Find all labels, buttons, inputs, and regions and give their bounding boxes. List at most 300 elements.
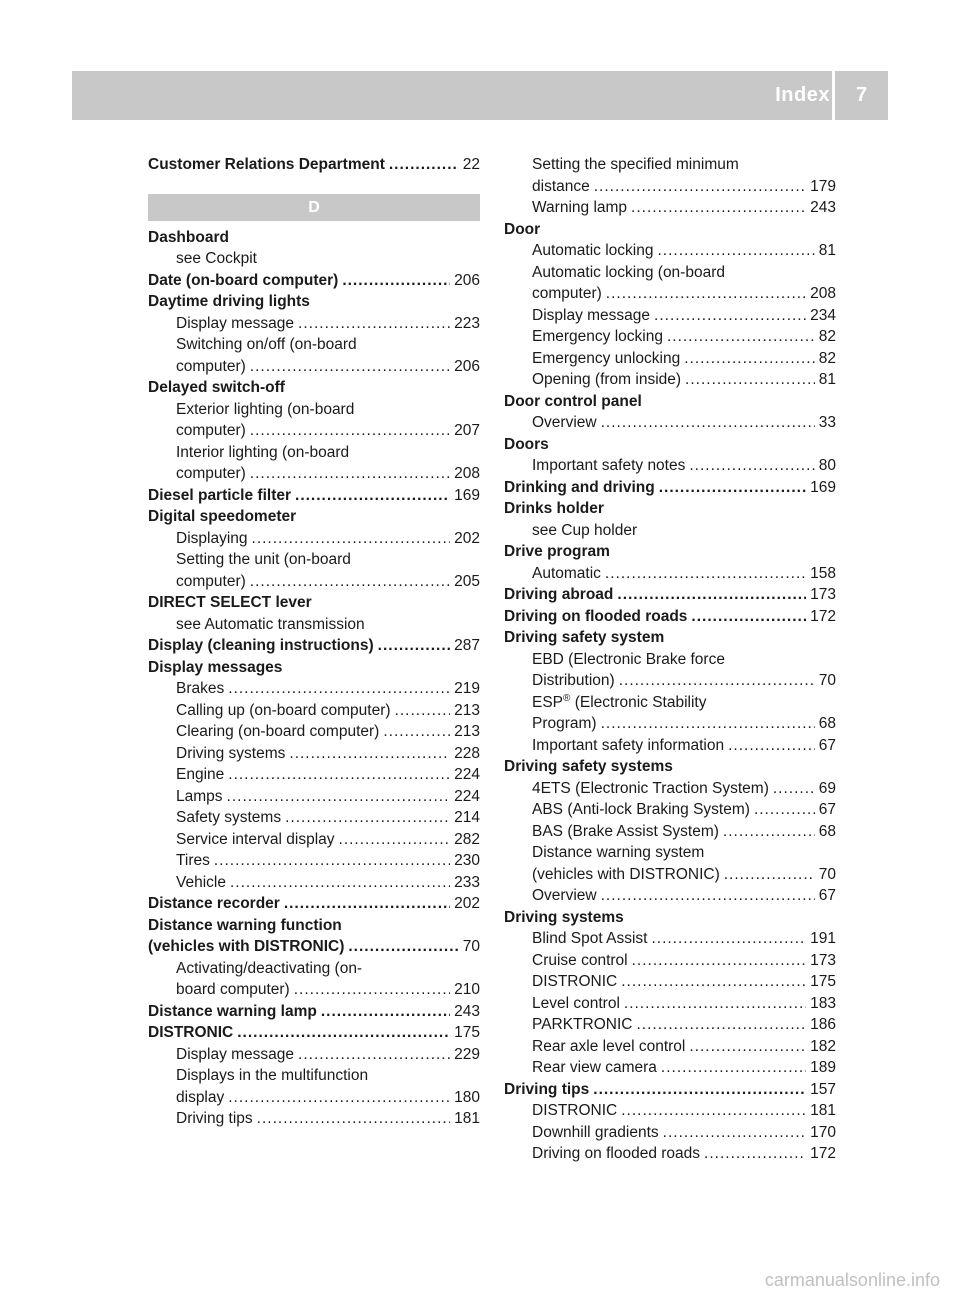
page-ref: 80 bbox=[818, 457, 836, 474]
entry-label: DISTRONIC bbox=[532, 1102, 618, 1119]
index-subentry bbox=[504, 1036, 836, 1058]
index-entry bbox=[504, 498, 836, 520]
entry-label: Distance warning system bbox=[532, 844, 705, 861]
entry-label: Doors bbox=[504, 435, 549, 453]
entry-label: Driving safety system bbox=[504, 629, 665, 646]
index-entry bbox=[148, 270, 480, 292]
index-entry bbox=[148, 635, 480, 657]
index-subentry bbox=[504, 1122, 836, 1144]
page-title: Index bbox=[775, 84, 830, 106]
entry-label: Dashboard bbox=[148, 228, 229, 246]
entry-label: computer) bbox=[532, 285, 602, 302]
watermark: carmanualsonline.info bbox=[764, 1270, 940, 1290]
page-ref: 229 bbox=[454, 1045, 480, 1063]
entry-label: Warning lamp bbox=[532, 199, 628, 216]
page-ref: 224 bbox=[454, 787, 480, 805]
entry-label: Driving on flooded roads bbox=[504, 607, 688, 625]
entry-label: computer) bbox=[176, 572, 246, 590]
entry-label: Driving on flooded roads bbox=[532, 1145, 701, 1162]
leader-dots bbox=[295, 485, 450, 507]
index-entry bbox=[504, 907, 836, 929]
index-subentry bbox=[504, 1057, 836, 1079]
entry-label: Distance warning lamp bbox=[148, 1002, 317, 1020]
entry-label: Driving tips bbox=[504, 1080, 590, 1098]
entry-label: Brakes bbox=[176, 680, 225, 697]
leader-dots bbox=[632, 950, 807, 972]
index-subentry bbox=[148, 764, 480, 786]
entry-label: Emergency locking bbox=[532, 328, 663, 345]
entry-label: Distribution) bbox=[532, 672, 615, 689]
leader-dots bbox=[348, 936, 458, 958]
index-subentry bbox=[504, 455, 836, 477]
index-column-left bbox=[148, 154, 480, 1130]
leader-dots bbox=[294, 979, 450, 1001]
index-subentry bbox=[504, 842, 836, 864]
index-subentry bbox=[504, 348, 836, 370]
leader-dots bbox=[606, 283, 806, 305]
leader-dots bbox=[298, 313, 450, 335]
leader-dots bbox=[601, 412, 815, 434]
entry-label: Overview bbox=[532, 414, 597, 431]
entry-label: see Cockpit bbox=[176, 250, 257, 267]
leader-dots bbox=[689, 1036, 806, 1058]
entry-label: Date (on-board computer) bbox=[148, 271, 339, 289]
entry-label: Vehicle bbox=[176, 873, 226, 891]
leader-dots bbox=[339, 829, 451, 851]
page-ref: 207 bbox=[454, 422, 480, 439]
index-subentry bbox=[148, 248, 480, 270]
page-ref: 169 bbox=[810, 478, 836, 496]
leader-dots bbox=[754, 799, 815, 821]
index-entry bbox=[148, 291, 480, 313]
index-subentry bbox=[148, 1108, 480, 1130]
entry-label: Drinks holder bbox=[504, 500, 604, 517]
index-entry bbox=[504, 219, 836, 241]
entry-label: DISTRONIC bbox=[532, 973, 618, 990]
index-entry bbox=[148, 377, 480, 399]
index-entry bbox=[148, 893, 480, 915]
entry-label: computer) bbox=[176, 422, 246, 439]
page-ref: 67 bbox=[818, 887, 836, 904]
leader-dots bbox=[389, 154, 459, 176]
index-subentry bbox=[504, 971, 836, 993]
entry-label: Delayed switch-off bbox=[148, 379, 285, 396]
leader-dots bbox=[594, 176, 806, 198]
page-ref: 70 bbox=[818, 865, 836, 883]
index-subentry bbox=[148, 1087, 480, 1109]
page-ref: 181 bbox=[454, 1110, 480, 1127]
entry-label: Automatic bbox=[532, 564, 601, 582]
leader-dots bbox=[624, 993, 806, 1015]
entry-label: Emergency unlocking bbox=[532, 349, 681, 367]
index-entry bbox=[504, 391, 836, 413]
entry-label: Driving systems bbox=[176, 744, 286, 762]
entry-label: DISTRONIC bbox=[148, 1024, 234, 1041]
leader-dots bbox=[657, 240, 814, 262]
page-ref: 219 bbox=[454, 680, 480, 697]
index-subentry bbox=[504, 993, 836, 1015]
page-ref: 172 bbox=[810, 607, 836, 625]
entry-label: Display (cleaning instructions) bbox=[148, 637, 374, 654]
index-entry bbox=[504, 477, 836, 499]
entry-label: Distance warning function bbox=[148, 916, 342, 934]
index-subentry bbox=[148, 979, 480, 1001]
index-subentry bbox=[504, 520, 836, 542]
entry-label: Display message bbox=[176, 314, 295, 332]
entry-label: Overview bbox=[532, 887, 597, 904]
entry-label: Blind Spot Assist bbox=[532, 930, 648, 947]
page-ref: 202 bbox=[454, 529, 480, 547]
entry-label: Clearing (on-board computer) bbox=[176, 723, 380, 740]
entry-label: Digital speedometer bbox=[148, 508, 297, 525]
page-ref: 206 bbox=[454, 357, 480, 375]
entry-label: PARKTRONIC bbox=[532, 1016, 633, 1033]
entry-label: 4ETS (Electronic Traction System) bbox=[532, 779, 769, 797]
entry-label: Exterior lighting (on-board bbox=[176, 400, 355, 418]
leader-dots bbox=[684, 348, 815, 370]
index-subentry bbox=[148, 850, 480, 872]
entry-label: Displays in the multifunction bbox=[176, 1067, 369, 1084]
entry-label: Important safety information bbox=[532, 736, 725, 754]
leader-dots bbox=[237, 1022, 450, 1044]
entry-label: Calling up (on-board computer) bbox=[176, 701, 391, 719]
entry-label: Setting the specified minimum bbox=[532, 156, 739, 173]
index-entry bbox=[504, 606, 836, 628]
index-subentry bbox=[504, 649, 836, 671]
leader-dots bbox=[661, 1057, 806, 1079]
entry-label: Level control bbox=[532, 994, 620, 1012]
page-ref: 205 bbox=[454, 572, 480, 590]
leader-dots bbox=[636, 1014, 806, 1036]
leader-dots bbox=[728, 735, 815, 757]
index-subentry bbox=[148, 807, 480, 829]
index-entry bbox=[148, 506, 480, 528]
index-subentry bbox=[504, 412, 836, 434]
page-ref: 234 bbox=[810, 306, 836, 324]
entry-label: board computer) bbox=[176, 981, 290, 998]
page-ref: 243 bbox=[810, 199, 836, 216]
page-ref: 223 bbox=[454, 314, 480, 332]
entry-label: Displaying bbox=[176, 529, 248, 547]
index-subentry bbox=[148, 721, 480, 743]
index-entry bbox=[148, 1022, 480, 1044]
index-subentry bbox=[148, 700, 480, 722]
entry-label: Diesel particle filter bbox=[148, 486, 292, 504]
index-subentry bbox=[148, 571, 480, 593]
leader-dots bbox=[298, 1044, 450, 1066]
entry-label: (vehicles with DISTRONIC) bbox=[532, 865, 720, 883]
page-ref: 157 bbox=[810, 1080, 836, 1098]
leader-dots bbox=[378, 635, 450, 657]
index-entry bbox=[504, 584, 836, 606]
leader-dots bbox=[228, 764, 450, 786]
entry-label: Service interval display bbox=[176, 830, 335, 848]
leader-dots bbox=[250, 571, 450, 593]
index-subentry bbox=[504, 176, 836, 198]
entry-label: ESP® (Electronic Stability bbox=[532, 692, 707, 711]
entry-label: Display message bbox=[532, 306, 651, 324]
leader-dots bbox=[395, 700, 451, 722]
entry-label: Display messages bbox=[148, 658, 283, 676]
page-ref: 81 bbox=[818, 371, 836, 388]
leader-dots bbox=[284, 893, 450, 915]
index-subentry bbox=[148, 313, 480, 335]
entry-label: Automatic locking (on-board bbox=[532, 263, 725, 281]
page-ref: 69 bbox=[818, 779, 836, 797]
leader-dots bbox=[257, 1108, 450, 1130]
page-ref: 186 bbox=[810, 1016, 836, 1033]
index-entry bbox=[148, 154, 480, 176]
entry-label: Driving safety systems bbox=[504, 758, 673, 775]
index-subentry bbox=[148, 442, 480, 464]
index-subentry bbox=[148, 549, 480, 571]
leader-dots bbox=[228, 1087, 450, 1109]
entry-label: Setting the unit (on-board bbox=[176, 551, 351, 568]
entry-label: DIRECT SELECT lever bbox=[148, 594, 312, 611]
leader-dots bbox=[601, 713, 815, 735]
page-ref: 68 bbox=[818, 822, 836, 840]
leader-dots bbox=[214, 850, 450, 872]
entry-label: Rear view camera bbox=[532, 1059, 657, 1076]
page-ref: 233 bbox=[454, 873, 480, 891]
entry-label: Daytime driving lights bbox=[148, 293, 310, 310]
page-ref: 179 bbox=[810, 177, 836, 195]
entry-label: Cruise control bbox=[532, 951, 628, 969]
entry-label: Door bbox=[504, 220, 541, 238]
index-subentry bbox=[504, 1014, 836, 1036]
index-subentry bbox=[504, 821, 836, 843]
entry-label: Safety systems bbox=[176, 809, 282, 826]
entry-label: Tires bbox=[176, 852, 210, 869]
page-ref: 182 bbox=[810, 1037, 836, 1055]
leader-dots bbox=[230, 872, 450, 894]
index-entry bbox=[148, 936, 480, 958]
leader-dots bbox=[250, 356, 450, 378]
index-subentry bbox=[504, 154, 836, 176]
page-ref: 173 bbox=[810, 586, 836, 603]
entry-label: Automatic locking bbox=[532, 242, 654, 259]
entry-label: computer) bbox=[176, 465, 246, 482]
leader-dots bbox=[691, 606, 806, 628]
entry-label: computer) bbox=[176, 357, 246, 375]
page-ref: 213 bbox=[454, 701, 480, 719]
page-ref: 224 bbox=[454, 766, 480, 783]
page-ref: 202 bbox=[454, 895, 480, 912]
page-ref: 214 bbox=[454, 809, 480, 826]
index-subentry bbox=[504, 799, 836, 821]
page-ref: 189 bbox=[810, 1059, 836, 1076]
page-ref: 70 bbox=[462, 938, 480, 955]
leader-dots bbox=[250, 463, 450, 485]
entry-label: Distance recorder bbox=[148, 895, 280, 912]
index-subentry bbox=[504, 369, 836, 391]
page-ref: 208 bbox=[454, 465, 480, 482]
index-entry bbox=[148, 227, 480, 249]
index-entry bbox=[504, 434, 836, 456]
index-entry bbox=[504, 627, 836, 649]
page-ref: 208 bbox=[810, 285, 836, 302]
page-ref: 181 bbox=[810, 1102, 836, 1119]
index-subentry bbox=[504, 1143, 836, 1165]
entry-label: see Automatic transmission bbox=[176, 615, 365, 633]
index-entry bbox=[148, 657, 480, 679]
index-subentry bbox=[504, 563, 836, 585]
entry-label: ABS (Anti-lock Braking System) bbox=[532, 801, 750, 818]
page-ref: 170 bbox=[810, 1123, 836, 1141]
page-ref: 33 bbox=[818, 414, 836, 431]
entry-label: distance bbox=[532, 177, 590, 195]
index-subentry bbox=[148, 420, 480, 442]
leader-dots bbox=[617, 584, 806, 606]
index-entry bbox=[504, 756, 836, 778]
entry-label: Program) bbox=[532, 715, 597, 732]
leader-dots bbox=[593, 1079, 806, 1101]
index-entry bbox=[504, 541, 836, 563]
page-ref: 206 bbox=[454, 271, 480, 289]
index-subentry bbox=[504, 692, 836, 714]
entry-label: Switching on/off (on-board bbox=[176, 336, 357, 353]
page-ref: 287 bbox=[454, 637, 480, 654]
index-subentry bbox=[504, 240, 836, 262]
page-ref: 210 bbox=[454, 981, 480, 998]
index-subentry bbox=[504, 1100, 836, 1122]
index-subentry bbox=[148, 678, 480, 700]
entry-label: Opening (from inside) bbox=[532, 371, 682, 388]
leader-dots bbox=[773, 778, 815, 800]
entry-label: Drinking and driving bbox=[504, 478, 655, 496]
leader-dots bbox=[621, 971, 806, 993]
leader-dots bbox=[605, 563, 806, 585]
leader-dots bbox=[601, 885, 815, 907]
page-number: 7 bbox=[855, 84, 868, 106]
section-letter-header: D bbox=[148, 194, 480, 221]
index-entry bbox=[148, 592, 480, 614]
entry-label: Driving tips bbox=[176, 1110, 253, 1127]
leader-dots bbox=[321, 1001, 450, 1023]
index-subentry bbox=[148, 743, 480, 765]
entry-label: Engine bbox=[176, 766, 225, 783]
page-ref: 68 bbox=[818, 715, 836, 732]
page-ref: 169 bbox=[454, 486, 480, 504]
page-ref: 230 bbox=[454, 852, 480, 869]
leader-dots bbox=[250, 420, 450, 442]
page-ref: 180 bbox=[454, 1088, 480, 1106]
page-ref: 67 bbox=[818, 801, 836, 818]
page-ref: 82 bbox=[818, 349, 836, 367]
leader-dots bbox=[659, 477, 806, 499]
index-subentry bbox=[504, 950, 836, 972]
leader-dots bbox=[651, 928, 806, 950]
index-subentry bbox=[148, 356, 480, 378]
entry-label: see Cup holder bbox=[532, 521, 638, 539]
index-subentry bbox=[504, 262, 836, 284]
page-ref: 175 bbox=[454, 1024, 480, 1041]
index-subentry bbox=[504, 713, 836, 735]
index-subentry bbox=[504, 928, 836, 950]
page-ref: 81 bbox=[818, 242, 836, 259]
entry-label: Activating/deactivating (on- bbox=[176, 959, 363, 977]
entry-label: Interior lighting (on-board bbox=[176, 443, 350, 461]
index-subentry bbox=[504, 283, 836, 305]
entry-label: Drive program bbox=[504, 543, 610, 560]
leader-dots bbox=[285, 807, 450, 829]
page-ref: 173 bbox=[810, 951, 836, 969]
entry-label: display bbox=[176, 1088, 225, 1106]
index-subentry bbox=[148, 1044, 480, 1066]
leader-dots bbox=[689, 455, 814, 477]
leader-dots bbox=[667, 326, 815, 348]
entry-label: Downhill gradients bbox=[532, 1123, 659, 1141]
index-subentry bbox=[504, 778, 836, 800]
index-subentry bbox=[504, 864, 836, 886]
leader-dots bbox=[724, 864, 815, 886]
index-column-right bbox=[504, 154, 836, 1165]
index-subentry bbox=[504, 305, 836, 327]
page-ref: 22 bbox=[462, 156, 480, 173]
index-subentry bbox=[148, 786, 480, 808]
leader-dots bbox=[631, 197, 806, 219]
leader-dots bbox=[704, 1143, 806, 1165]
index-subentry bbox=[504, 885, 836, 907]
index-subentry bbox=[148, 463, 480, 485]
page-ref: 82 bbox=[818, 328, 836, 345]
entry-label: EBD (Electronic Brake force bbox=[532, 650, 725, 668]
index-subentry bbox=[148, 614, 480, 636]
page-ref: 67 bbox=[818, 736, 836, 754]
entry-label: Door control panel bbox=[504, 392, 642, 410]
index-subentry bbox=[148, 872, 480, 894]
page-ref: 213 bbox=[454, 723, 480, 740]
page-ref: 191 bbox=[810, 930, 836, 947]
page-ref: 243 bbox=[454, 1002, 480, 1020]
page-ref: 228 bbox=[454, 744, 480, 762]
index-subentry bbox=[504, 197, 836, 219]
leader-dots bbox=[383, 721, 450, 743]
page-ref: 70 bbox=[818, 672, 836, 689]
index-entry bbox=[148, 915, 480, 937]
entry-label: (vehicles with DISTRONIC) bbox=[148, 938, 345, 955]
page-ref: 282 bbox=[454, 830, 480, 848]
leader-dots bbox=[663, 1122, 806, 1144]
entry-label: Display message bbox=[176, 1045, 295, 1063]
index-subentry bbox=[148, 958, 480, 980]
index-subentry bbox=[148, 334, 480, 356]
leader-dots bbox=[228, 678, 450, 700]
entry-label: Customer Relations Department bbox=[148, 156, 385, 173]
leader-dots bbox=[289, 743, 450, 765]
page-ref: 172 bbox=[810, 1145, 836, 1162]
leader-dots bbox=[723, 821, 815, 843]
entry-label: Rear axle level control bbox=[532, 1037, 686, 1055]
leader-dots bbox=[252, 528, 451, 550]
page-ref: 183 bbox=[810, 994, 836, 1012]
index-entry bbox=[504, 1079, 836, 1101]
entry-label: Lamps bbox=[176, 787, 223, 805]
page-ref: 175 bbox=[810, 973, 836, 990]
index-subentry bbox=[148, 399, 480, 421]
leader-dots bbox=[619, 670, 815, 692]
index-subentry bbox=[148, 829, 480, 851]
index-subentry bbox=[504, 735, 836, 757]
leader-dots bbox=[685, 369, 815, 391]
leader-dots bbox=[654, 305, 806, 327]
index-subentry bbox=[504, 670, 836, 692]
index-subentry bbox=[148, 528, 480, 550]
index-entry bbox=[148, 485, 480, 507]
page-ref: 158 bbox=[810, 564, 836, 582]
entry-label: Important safety notes bbox=[532, 457, 686, 474]
entry-label: Driving systems bbox=[504, 908, 624, 926]
